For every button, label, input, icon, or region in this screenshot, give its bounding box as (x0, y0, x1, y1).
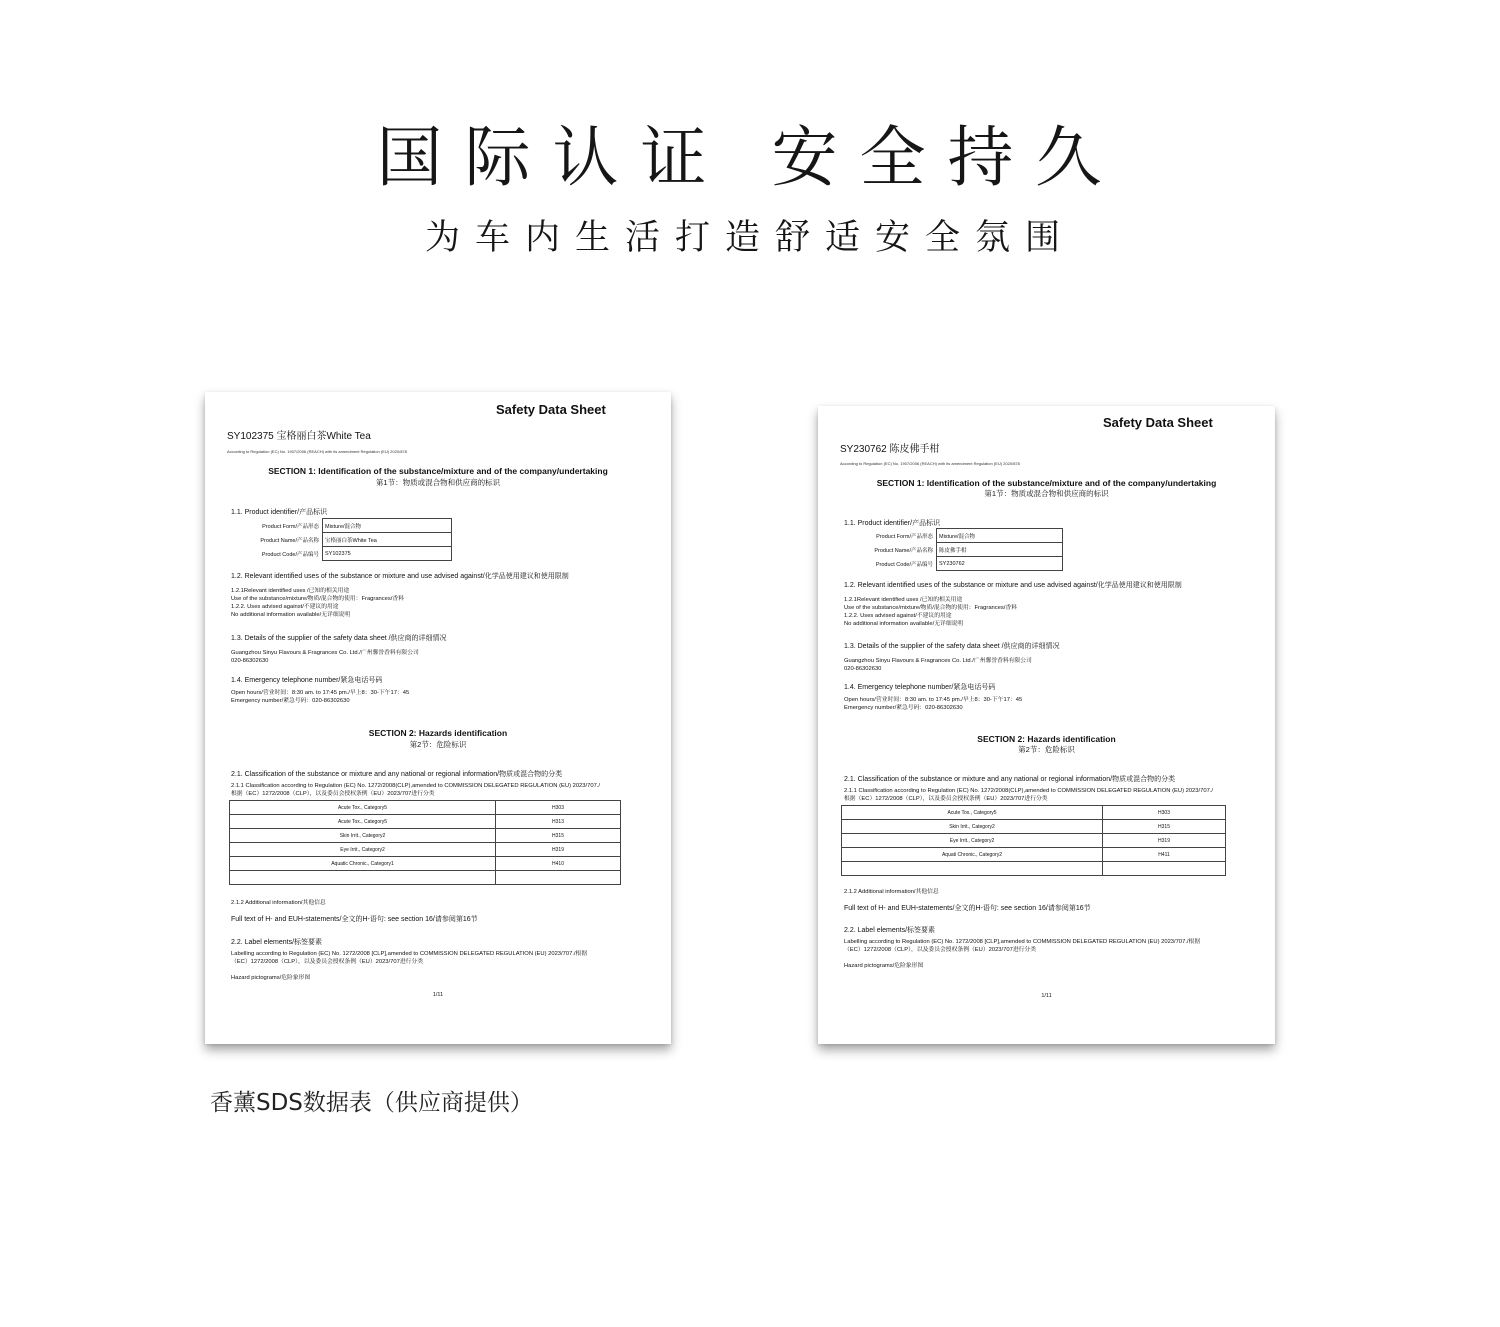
full-text-note: Full text of H- and EUH-statements/全文的H-语句: see section 16/请参阅第16节 (844, 905, 1091, 912)
section2-title-cn: 第2节：危险标识 (409, 740, 467, 749)
heading-2-2: 2.2. Label elements/标签要素 (844, 927, 936, 934)
table-row (245, 533, 452, 547)
heading-2-1: 2.1. Classification of the substance or mixture and any national or regional information/物质或混合物的分类 (844, 776, 1176, 783)
table-row (856, 529, 1063, 543)
row-label: Product Name/产品名称 (874, 547, 933, 554)
table-row (245, 547, 452, 561)
page-number: 1/11 (1041, 993, 1052, 999)
hazard-class: Aquatic Chronic., Category1 (230, 857, 496, 871)
classification-line: 2.1.1 Classification according to Regulation (EC) No. 1272/2008(CLP),amended to COMMISSION DELEGATED REGULATION (EU) 2023/707./ (231, 783, 601, 789)
page-number: 1/11 (432, 992, 444, 998)
hazard-class: Acute Tox., Category5 (230, 801, 496, 815)
hazard-class: Skin Irrit., Category2 (842, 820, 1103, 834)
sds-sheet-white-tea (205, 392, 671, 1044)
table-row (230, 871, 621, 885)
product-identifier-table (856, 528, 1063, 571)
hazard-table (229, 800, 621, 885)
hazard-code: H315 (496, 829, 621, 843)
section1-title: SECTION 1: Identification of the substance/mixture and of the company/undertaking (268, 466, 608, 476)
uses-line: 1.2.1Relevant identified uses /已知的相关用途 (231, 588, 350, 594)
row-label: Product Code/产品编号 (875, 561, 933, 568)
hazard-class (230, 871, 496, 885)
regulation-note: According to Regulation (EC) No. 1907/2006 (REACH) with its amendment Regulation (EU) 2020/878 (840, 461, 1020, 466)
table-row (245, 519, 452, 533)
caption: 香薰SDS数据表（供应商提供） (210, 1090, 533, 1116)
uses-line: No additional information available/无详细说明 (844, 621, 964, 627)
hazard-code: H410 (496, 857, 621, 871)
classification-line: 根据（EC）1272/2008（CLP），以及委员会授权条例（EU）2023/707进行分类 (844, 796, 1048, 802)
section1-title-cn: 第1节：物质或混合物和供应商的标识 (984, 489, 1109, 498)
row-value: SY230762 (937, 557, 1063, 571)
hazard-class: Acute Tox., Category5 (230, 815, 496, 829)
heading-1-2: 1.2. Relevant identified uses of the substance or mixture and use advised against/化学品使用建议和使用限制 (231, 573, 569, 580)
supplier-line: Guangzhou Sinyu Flavours & Fragrances Co. Ltd./广州馨誉香料有限公司 (231, 650, 419, 656)
classification-line: 2.1.1 Classification according to Regulation (EC) No. 1272/2008(CLP),amended to COMMISSION DELEGATED REGULATION (EU) 2023/707./ (844, 788, 1214, 794)
hazard-class: Aquati Chronic., Category2 (842, 848, 1103, 862)
heading-2-1-2: 2.1.2 Additional information/其他信息 (844, 889, 939, 895)
hazard-code (1103, 862, 1226, 876)
emergency-line: Emergency number/紧急号码：020-86302630 (231, 698, 350, 704)
emergency-line: Open hours/营业时间：8:30 am. to 17:45 pm./早上8：30-下午17：45 (844, 697, 1023, 703)
heading-2-1-2: 2.1.2 Additional information/其他信息 (231, 900, 326, 906)
hazard-code: H319 (1103, 834, 1226, 848)
row-label: Product Form/产品形态 (262, 523, 319, 530)
emergency-line: Emergency number/紧急号码：020-86302630 (844, 705, 963, 711)
hazard-table (841, 805, 1226, 876)
heading-1-2: 1.2. Relevant identified uses of the substance or mixture and use advised against/化学品使用建议和使用限制 (844, 582, 1182, 589)
classification-line: 根据（EC）1272/2008（CLP），以及委员会授权条例（EU）2023/707进行分类 (231, 791, 435, 797)
table-row (842, 820, 1226, 834)
section2-title: SECTION 2: Hazards identification (977, 734, 1116, 744)
hazard-code: H319 (496, 843, 621, 857)
labelling-line: Labelling according to Regulation (EC) No. 1272/2008 [CLP],amended to COMMISSION DELEGATED REGULATION (EU) 2023/707./根据 (844, 939, 1201, 945)
uses-line: 1.2.2. Uses advised against/不建议的用途 (844, 613, 952, 619)
heading-1-1: 1.1. Product identifier/产品标识 (231, 509, 328, 516)
product-code-line: SY230762 陈皮佛手柑 (840, 444, 940, 455)
heading-2-2: 2.2. Label elements/标签要素 (231, 939, 323, 946)
hazard-code: H315 (1103, 820, 1226, 834)
labelling-line: （EC）1272/2008（CLP），以及委员会授权条例（EU）2023/707进行分类 (844, 947, 1037, 953)
uses-line: 1.2.2. Uses advised against/不建议的用途 (231, 604, 339, 610)
uses-line: Use of the substance/mixture/物质/混合物的使用：Fragrances/香料 (231, 596, 404, 602)
table-row (230, 801, 621, 815)
row-label: Product Form/产品形态 (876, 533, 933, 540)
hazard-code: H303 (1103, 806, 1226, 820)
table-row (842, 862, 1226, 876)
hazard-code (496, 871, 621, 885)
section1-title-cn: 第1节：物质或混合物和供应商的标识 (375, 478, 501, 487)
headline: 国际认证 安全持久 (376, 119, 1124, 196)
table-row (856, 543, 1063, 557)
labelling-line: （EC）1272/2008（CLP），以及委员会授权条例（EU）2023/707进行分类 (231, 959, 424, 965)
heading-1-4: 1.4. Emergency telephone number/紧急电话号码 (231, 677, 383, 684)
table-row (842, 834, 1226, 848)
product-code-line: SY102375 宝格丽白茶White Tea (227, 431, 371, 442)
regulation-note: According to Regulation (EC) No. 1907/2006 (REACH) with its amendment Regulation (EU) 2020/878 (227, 449, 407, 454)
labelling-line: Labelling according to Regulation (EC) No. 1272/2008 [CLP],amended to COMMISSION DELEGATED REGULATION (EU) 2023/707./根据 (231, 951, 588, 957)
table-row (842, 848, 1226, 862)
table-row (842, 806, 1226, 820)
heading-1-3: 1.3. Details of the supplier of the safety data sheet /供应商的详细情况 (231, 635, 447, 642)
heading-1-1: 1.1. Product identifier/产品标识 (844, 520, 941, 527)
section2-title-cn: 第2节：危险标识 (1018, 745, 1075, 754)
pictograms-label: Hazard pictograms/危险象形图 (844, 963, 924, 969)
section2-title: SECTION 2: Hazards identification (368, 728, 508, 738)
row-value: Mixture/混合物 (937, 529, 1063, 543)
uses-line: No additional information available/无详细说明 (231, 612, 351, 618)
supplier-line: 020-86302630 (844, 666, 882, 672)
emergency-line: Open hours/营业时间：8:30 am. to 17:45 pm./早上8：30-下午17：45 (231, 690, 410, 696)
subheadline: 为车内生活打造舒适安全氛围 (424, 218, 1075, 258)
hazard-code: H411 (1103, 848, 1226, 862)
row-value: 陈皮佛手柑 (937, 543, 1063, 557)
uses-line: 1.2.1Relevant identified uses /已知的相关用途 (844, 597, 963, 603)
sds-sheet-bergamot (818, 406, 1275, 1044)
uses-line: Use of the substance/mixture/物质/混合物的使用：Fragrances/香料 (844, 605, 1017, 611)
row-value: 宝格丽白茶White Tea (323, 533, 452, 547)
table-row (230, 815, 621, 829)
hazard-class (842, 862, 1103, 876)
sheet-title: Safety Data Sheet (496, 402, 606, 417)
table-row (230, 857, 621, 871)
full-text-note: Full text of H- and EUH-statements/全文的H-语句: see section 16/请参阅第16节 (231, 916, 478, 923)
supplier-line: Guangzhou Sinyu Flavours & Fragrances Co. Ltd./广州馨誉香料有限公司 (844, 658, 1032, 664)
table-row (856, 557, 1063, 571)
hazard-code: H303 (496, 801, 621, 815)
heading-2-1: 2.1. Classification of the substance or mixture and any national or regional information/物质或混合物的分类 (231, 771, 563, 778)
table-row (230, 829, 621, 843)
hazard-class: Skin Irrit., Category2 (230, 829, 496, 843)
hazard-class: Eye Irrit., Category2 (230, 843, 496, 857)
section1-title: SECTION 1: Identification of the substance/mixture and of the company/undertaking (876, 478, 1217, 488)
hazard-class: Eye Irrit., Category2 (842, 834, 1103, 848)
row-value: SY102375 (323, 547, 452, 561)
row-label: Product Name/产品名称 (260, 537, 319, 544)
heading-1-3: 1.3. Details of the supplier of the safety data sheet /供应商的详细情况 (844, 643, 1060, 650)
product-identifier-table (245, 518, 452, 561)
heading-1-4: 1.4. Emergency telephone number/紧急电话号码 (844, 684, 996, 691)
row-label: Product Code/产品编号 (261, 551, 319, 558)
row-value: Mixture/混合物 (323, 519, 452, 533)
supplier-line: 020-86302630 (231, 658, 269, 664)
hazard-code: H313 (496, 815, 621, 829)
hazard-class: Acute Tox., Category5 (842, 806, 1103, 820)
sheet-title: Safety Data Sheet (1103, 415, 1213, 430)
pictograms-label: Hazard pictograms/危险象形图 (231, 975, 311, 981)
table-row (230, 843, 621, 857)
